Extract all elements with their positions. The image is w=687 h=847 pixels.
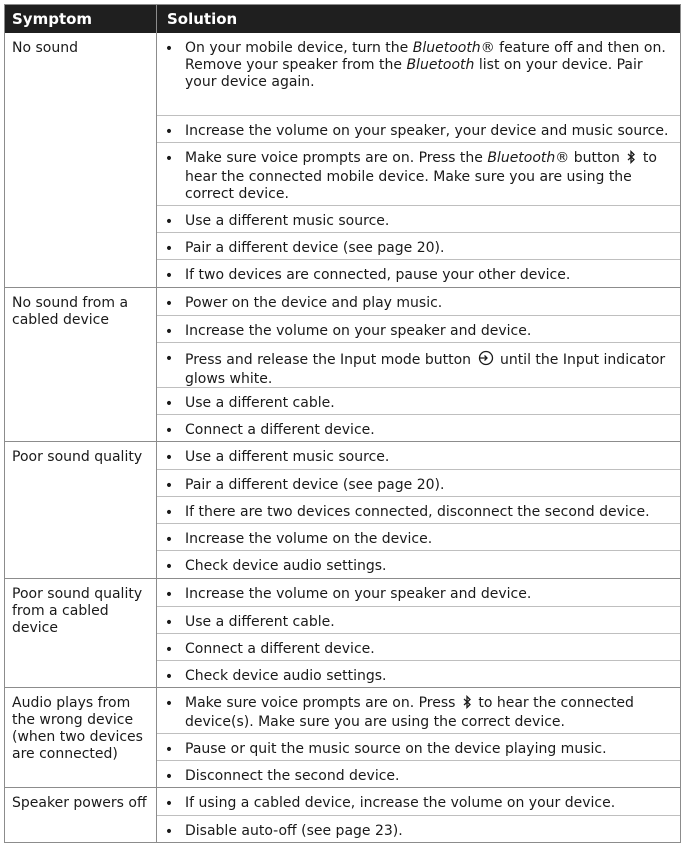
solution-item [157, 815, 680, 842]
table-header [5, 5, 680, 33]
text-fragment: If two devices are connected, pause your other device. [185, 267, 571, 283]
solution-item [157, 115, 680, 142]
text-fragment: Make sure voice prompts are on. Press [185, 695, 460, 711]
solution-item [157, 733, 680, 760]
italic-term: Bluetooth [412, 40, 481, 56]
solution-item [157, 688, 680, 733]
solution-text [181, 470, 680, 496]
solution-item [157, 342, 680, 387]
text-fragment: to hear the connected device(s). Make sure you are using the correct device. [185, 695, 634, 730]
header-symptom: Symptom [5, 5, 157, 33]
solution-item [157, 579, 680, 606]
solution-item [157, 33, 680, 115]
input-mode-icon [478, 350, 494, 371]
bluetooth-icon [462, 695, 472, 714]
text-fragment: list on your device. Pair your device again. [185, 57, 643, 90]
bullet-icon: • [164, 587, 174, 603]
solution-text [181, 388, 680, 414]
italic-term: Bluetooth [406, 57, 475, 73]
table-row [5, 687, 680, 787]
text-fragment: Increase the volume on your speaker and device. [185, 586, 532, 602]
troubleshooting-table [4, 4, 681, 843]
bullet-icon: • [164, 642, 174, 658]
solution-text [181, 761, 680, 787]
solution-text [181, 260, 680, 287]
solution-text [181, 497, 680, 523]
italic-term: Bluetooth [487, 150, 556, 166]
solution-text [181, 551, 680, 578]
bullet-icon: • [164, 41, 174, 57]
solution-text [181, 33, 680, 115]
solution-text [181, 788, 680, 815]
solution-item [157, 788, 680, 815]
solution-text [181, 816, 680, 842]
solution-item [157, 606, 680, 633]
solution-text [181, 288, 680, 315]
header-solution: Solution [167, 10, 238, 28]
solution-item [157, 469, 680, 496]
bullet-icon: • [164, 769, 174, 785]
solution-cell [157, 33, 680, 287]
solution-text [181, 116, 680, 142]
symptom-cell: Audio plays from the wrong device (when two devices are connected) [5, 688, 157, 787]
bullet-icon: • [164, 396, 174, 412]
solution-item [157, 205, 680, 232]
solution-item [157, 760, 680, 787]
solution-text [181, 607, 680, 633]
text-fragment: ® feature off and then on. Remove your speaker from the [185, 40, 666, 73]
solution-item [157, 633, 680, 660]
text-fragment: Make sure voice prompts are on. Press the [185, 150, 488, 166]
solution-item [157, 496, 680, 523]
solution-item [157, 660, 680, 687]
bullet-icon: • [164, 532, 174, 548]
bullet-icon: • [164, 151, 174, 167]
solution-text [181, 734, 680, 760]
solution-text [181, 206, 680, 232]
solution-text [181, 316, 680, 342]
bullet-icon: • [164, 450, 174, 466]
solution-item [157, 142, 680, 205]
bullet-icon: • [164, 478, 174, 494]
bullet-icon: • [164, 824, 174, 840]
solution-text [181, 579, 680, 606]
solution-text [181, 233, 680, 259]
text-fragment: On your mobile device, turn the [185, 40, 413, 56]
table-row [5, 33, 680, 287]
text-fragment: Use a different cable. [185, 395, 335, 411]
text-fragment: Use a different music source. [185, 213, 390, 229]
solution-item [157, 259, 680, 287]
text-fragment: Disable auto-off (see page 23). [185, 823, 403, 839]
table-body [5, 33, 680, 842]
solution-item [157, 315, 680, 342]
bullet-icon: • [164, 669, 174, 685]
text-fragment: to hear the connected mobile device. Make sure you are using the correct device. [185, 150, 657, 202]
text-fragment: ® button [555, 150, 625, 166]
symptom-cell: No sound [5, 33, 157, 287]
text-fragment: Increase the volume on the device. [185, 531, 433, 547]
bullet-icon: • [164, 742, 174, 758]
solution-item [157, 523, 680, 550]
symptom-cell: Speaker powers off [5, 788, 157, 842]
text-fragment: If using a cabled device, increase the volume on your device. [185, 795, 616, 811]
table-row [5, 787, 680, 842]
symptom-cell: Poor sound quality [5, 442, 157, 578]
bullet-icon: • [164, 505, 174, 521]
solution-text [181, 634, 680, 660]
bullet-icon: • [164, 324, 174, 340]
table-row [5, 441, 680, 578]
solution-item [157, 414, 680, 441]
text-fragment: until the Input indicator glows white. [185, 352, 666, 387]
table-row [5, 287, 680, 441]
solution-item [157, 550, 680, 578]
text-fragment: Use a different cable. [185, 614, 335, 630]
solution-text [181, 442, 680, 469]
solution-cell [157, 579, 680, 687]
text-fragment: Pause or quit the music source on the device playing music. [185, 741, 607, 757]
solution-cell [157, 688, 680, 787]
text-fragment: Power on the device and play music. [185, 295, 443, 311]
text-fragment: Connect a different device. [185, 422, 375, 438]
bullet-icon: • [164, 423, 174, 439]
solution-text [181, 415, 680, 441]
text-fragment: Connect a different device. [185, 641, 375, 657]
text-fragment: Disconnect the second device. [185, 768, 400, 784]
solution-text [181, 688, 680, 733]
text-fragment: Pair a different device (see page 20). [185, 477, 445, 493]
solution-text [181, 143, 680, 205]
solution-text [181, 661, 680, 687]
bullet-icon: • [164, 559, 174, 575]
bullet-icon: • [164, 351, 174, 367]
bullet-icon: • [164, 796, 174, 812]
text-fragment: If there are two devices connected, disconnect the second device. [185, 504, 650, 520]
text-fragment: Pair a different device (see page 20). [185, 240, 445, 256]
text-fragment: Increase the volume on your speaker, your device and music source. [185, 123, 669, 139]
text-fragment: Use a different music source. [185, 449, 390, 465]
solution-cell [157, 288, 680, 441]
symptom-cell: No sound from a cabled device [5, 288, 157, 441]
solution-text [181, 343, 680, 387]
table-row [5, 578, 680, 687]
solution-item [157, 232, 680, 259]
text-fragment: Check device audio settings. [185, 558, 387, 574]
text-fragment: Press and release the Input mode button [185, 352, 476, 368]
bullet-icon: • [164, 241, 174, 257]
text-fragment: Check device audio settings. [185, 668, 387, 684]
solution-item [157, 387, 680, 414]
solution-cell [157, 442, 680, 578]
bullet-icon: • [164, 124, 174, 140]
bluetooth-icon [626, 150, 636, 169]
text-fragment: Increase the volume on your speaker and device. [185, 323, 532, 339]
bullet-icon: • [164, 214, 174, 230]
solution-item [157, 288, 680, 315]
solution-text [181, 524, 680, 550]
bullet-icon: • [164, 268, 174, 284]
solution-cell [157, 788, 680, 842]
bullet-icon: • [164, 296, 174, 312]
bullet-icon: • [164, 615, 174, 631]
symptom-cell: Poor sound quality from a cabled device [5, 579, 157, 687]
solution-item [157, 442, 680, 469]
bullet-icon: • [164, 696, 174, 712]
